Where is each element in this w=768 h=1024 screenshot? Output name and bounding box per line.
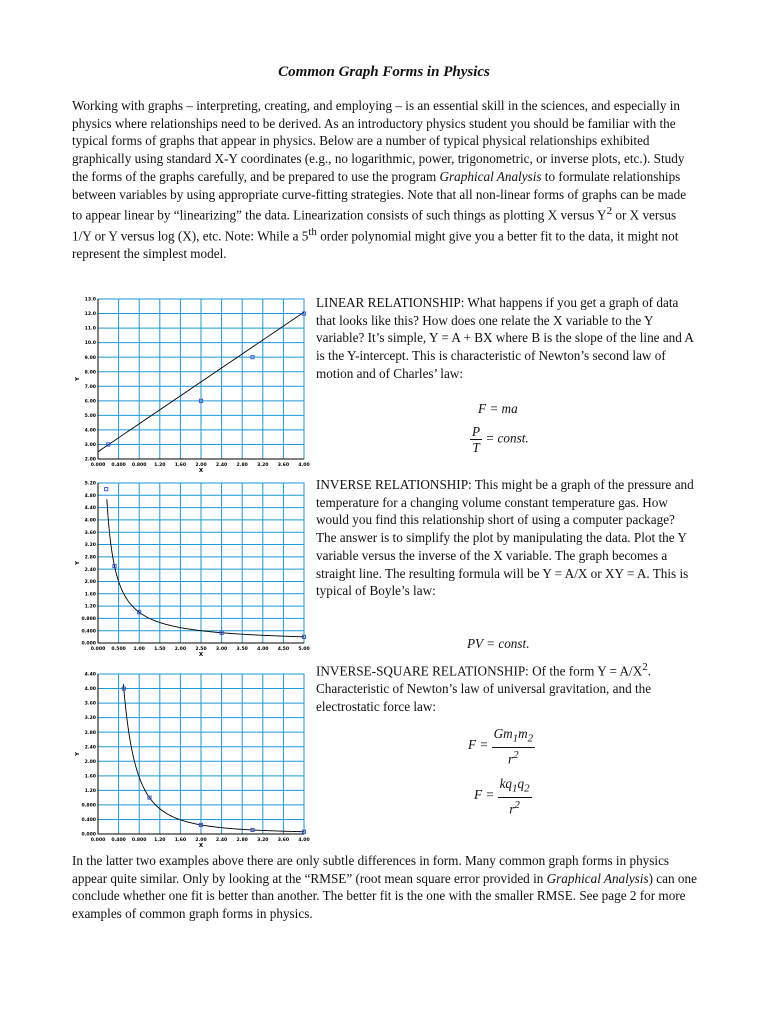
x-tick-label: 2.80 bbox=[236, 463, 248, 468]
linear-graph bbox=[74, 293, 308, 477]
y-tick-label: 4.00 bbox=[84, 687, 96, 693]
x-tick-label: 4.50 bbox=[277, 647, 290, 652]
x-tick-label: 3.60 bbox=[277, 838, 290, 843]
closing-program-name: Graphical Analysis bbox=[546, 870, 649, 886]
linear-text: LINEAR RELATIONSHIP: What happens if you get a graph of data that looks like this? How does one relate the X variable to the Y variable? It’s simple, Y = A + BX where B is the slope of the line and A is the Y-intercept. This is characteristic of Newton’s second law of motion and of Charles’ law: bbox=[316, 295, 694, 381]
num-sub: 1 bbox=[512, 732, 519, 745]
y-tick-label: 3.20 bbox=[84, 716, 96, 722]
y-tick-label: 2.80 bbox=[84, 730, 96, 736]
gravitation-eq bbox=[468, 726, 535, 766]
y-tick-label: 4.00 bbox=[84, 428, 96, 434]
y-tick-label: 5.20 bbox=[84, 481, 96, 487]
y-tick-label: 3.00 bbox=[84, 443, 96, 449]
y-tick-label: 3.20 bbox=[84, 543, 96, 549]
closing-text-2: ) can one conclude whether one fit is better than another. The better fit is the one with the smaller RMSE. See page 2 for more examples of common graph forms in physics. bbox=[72, 870, 697, 922]
x-tick-label: 0.400 bbox=[111, 463, 126, 468]
num-part: m bbox=[518, 726, 528, 741]
x-tick-label: 0.800 bbox=[131, 838, 147, 843]
intro-text-4: order polynomial might give you a better fit to the data, it might not represent the simplest model. bbox=[72, 228, 679, 262]
linear-eq-2 bbox=[470, 424, 529, 455]
inverse-square-text bbox=[316, 659, 698, 716]
x-tick-label: 2.00 bbox=[195, 463, 207, 468]
x-tick-label: 1.20 bbox=[154, 463, 166, 468]
den-part: r bbox=[508, 751, 514, 767]
y-tick-label: 2.00 bbox=[84, 457, 96, 463]
x-tick-label: 4.00 bbox=[298, 463, 310, 468]
eq2-denominator: T bbox=[472, 440, 480, 455]
num-sub: 2 bbox=[524, 782, 530, 795]
y-tick-label: 2.80 bbox=[84, 555, 96, 561]
eq-numerator bbox=[492, 726, 536, 748]
num-part: q bbox=[517, 776, 525, 791]
y-tick-label: 4.80 bbox=[84, 493, 96, 499]
eq-denominator bbox=[509, 798, 520, 816]
num-part: Gm bbox=[493, 726, 513, 741]
intro-sup-1: 2 bbox=[606, 205, 613, 218]
y-tick-label: 4.40 bbox=[84, 506, 96, 512]
intro-text-2: to formulate relationships between variables by using appropriate curve-fitting strategies. Note that all non-linear forms of graphs can be made to appear linear by “linearizing” the data. Linearization consists of such things as plotting X versus Y bbox=[72, 168, 687, 223]
x-tick-label: 2.40 bbox=[215, 463, 228, 468]
y-tick-label: 2.40 bbox=[84, 567, 96, 573]
y-tick-label: 0.000 bbox=[81, 832, 96, 838]
inverse-square-sup: 2 bbox=[642, 661, 648, 673]
y-tick-label: 1.60 bbox=[84, 592, 96, 598]
x-tick-label: 1.00 bbox=[133, 647, 145, 652]
y-tick-label: 3.60 bbox=[84, 530, 96, 536]
y-axis-label: Y bbox=[75, 752, 81, 756]
inverse-square-graph bbox=[74, 668, 308, 852]
y-tick-label: 0.800 bbox=[81, 616, 96, 622]
eq2-rhs: = const. bbox=[485, 430, 529, 446]
x-tick-label: 0.400 bbox=[111, 838, 126, 843]
y-tick-label: 4.40 bbox=[84, 672, 96, 678]
x-tick-label: 1.60 bbox=[174, 838, 187, 843]
electrostatic-fraction bbox=[498, 776, 532, 816]
x-tick-label: 5.00 bbox=[298, 647, 310, 652]
x-axis-label: X bbox=[198, 843, 204, 849]
x-tick-label: 1.20 bbox=[154, 838, 166, 843]
intro-text-3: or X versus 1/Y or Y versus log (X), etc. Note: While a 5 bbox=[72, 207, 677, 244]
y-tick-label: 1.20 bbox=[84, 604, 96, 610]
intro-program-name: Graphical Analysis bbox=[439, 168, 542, 184]
inverse-text: INVERSE RELATIONSHIP: This might be a graph of the pressure and temperature for a changing volume constant temperature gas. How would you find this relationship short of using a computer package? The answer is to simplify the plot by manipulating the data. Plot the Y variable versus the inverse of the X variable. The graph becomes a straight line. The resulting formula will be Y = A/X or XY = A. This is typical of Boyle’s law: bbox=[316, 477, 694, 599]
y-axis-label: Y bbox=[75, 561, 81, 565]
y-tick-label: 0.400 bbox=[81, 818, 96, 824]
x-tick-label: 0.800 bbox=[131, 463, 147, 468]
num-sub: 2 bbox=[527, 732, 534, 745]
x-axis-label: X bbox=[198, 652, 204, 658]
x-tick-label: 2.50 bbox=[195, 647, 207, 652]
y-tick-label: 3.60 bbox=[84, 701, 96, 707]
den-part: r bbox=[509, 801, 515, 817]
eq-lhs: F = bbox=[474, 787, 495, 803]
y-tick-label: 1.20 bbox=[84, 788, 96, 794]
page-title: Common Graph Forms in Physics bbox=[278, 64, 490, 80]
inverse-square-text-1: INVERSE-SQUARE RELATIONSHIP: Of the form Y = A/X bbox=[316, 663, 643, 679]
intro-paragraph bbox=[72, 97, 698, 263]
intro-sup-2: th bbox=[308, 226, 317, 239]
gravitation-fraction bbox=[492, 726, 536, 766]
y-tick-label: 11.0 bbox=[84, 326, 96, 332]
linear-eq-1: F = ma bbox=[478, 401, 518, 416]
inverse-eq: PV = const. bbox=[467, 636, 530, 651]
closing-paragraph bbox=[72, 852, 698, 923]
eq-numerator bbox=[498, 776, 532, 798]
y-tick-label: 0.400 bbox=[81, 629, 96, 635]
eq-denominator bbox=[508, 748, 519, 766]
x-tick-label: 1.60 bbox=[174, 463, 187, 468]
x-tick-label: 1.50 bbox=[154, 647, 166, 652]
x-tick-label: 0.500 bbox=[111, 647, 126, 652]
x-tick-label: 3.00 bbox=[215, 647, 228, 652]
x-axis-label: X bbox=[198, 468, 204, 474]
x-tick-label: 2.00 bbox=[174, 647, 187, 652]
closing-text-1: In the latter two examples above there are only subtle differences in form. Many common graph forms in physics appear quite similar. Only by looking at the “RMSE” (root mean square error provided in bbox=[72, 853, 670, 886]
x-tick-label: 3.20 bbox=[257, 463, 269, 468]
y-tick-label: 5.00 bbox=[84, 413, 96, 419]
y-tick-label: 8.00 bbox=[84, 370, 96, 376]
x-tick-label: 2.80 bbox=[236, 838, 248, 843]
y-tick-label: 2.40 bbox=[84, 745, 96, 751]
x-tick-label: 4.00 bbox=[298, 838, 310, 843]
intro-text-1: Working with graphs – interpreting, creating, and employing – is an essential skill in the sciences, and especially in physics where relationships need to be derived. As an introductory physics student you should be familiar with the typical forms of graphs that appear in physics. Below are a number of typical physical relationships exhibited graphically using standard X-Y coordinates (e.g., no logarithmic, power, trigonometric, or inverse plots, etc.). Study the forms of the graphs carefully, and be prepared to use the program bbox=[72, 98, 685, 184]
den-sup: 2 bbox=[513, 748, 519, 761]
electrostatic-eq bbox=[474, 776, 532, 816]
y-tick-label: 9.00 bbox=[84, 355, 96, 361]
x-tick-label: 2.40 bbox=[215, 838, 228, 843]
y-tick-label: 1.60 bbox=[84, 774, 96, 780]
num-part: kq bbox=[499, 776, 513, 791]
y-axis-label: Y bbox=[75, 377, 81, 381]
p-over-t-fraction bbox=[470, 424, 482, 455]
x-tick-label: 3.50 bbox=[236, 647, 248, 652]
y-tick-label: 0.000 bbox=[81, 641, 96, 647]
y-tick-label: 4.00 bbox=[84, 518, 96, 524]
eq-lhs: F = bbox=[468, 737, 489, 753]
y-tick-label: 7.00 bbox=[84, 384, 96, 390]
x-tick-label: 0.000 bbox=[90, 647, 106, 652]
eq2-numerator: P bbox=[472, 424, 481, 439]
y-tick-label: 10.0 bbox=[84, 341, 96, 347]
x-tick-label: 0.000 bbox=[90, 463, 106, 468]
y-tick-label: 2.00 bbox=[84, 580, 96, 586]
den-sup: 2 bbox=[514, 798, 520, 811]
y-tick-label: 0.800 bbox=[81, 803, 96, 809]
y-tick-label: 6.00 bbox=[84, 399, 96, 405]
y-tick-label: 2.00 bbox=[84, 759, 96, 765]
x-tick-label: 0.000 bbox=[90, 838, 106, 843]
x-tick-label: 3.20 bbox=[257, 838, 269, 843]
x-tick-label: 3.60 bbox=[277, 463, 290, 468]
x-tick-label: 2.00 bbox=[195, 838, 207, 843]
inverse-graph bbox=[74, 477, 308, 661]
num-sub: 1 bbox=[512, 782, 518, 795]
y-tick-label: 12.0 bbox=[84, 312, 96, 318]
inverse-square-text-2: . Characteristic of Newton’s law of universal gravitation, and the electrostatic force law: bbox=[316, 663, 652, 714]
x-tick-label: 4.00 bbox=[257, 647, 269, 652]
y-tick-label: 13.0 bbox=[84, 297, 96, 303]
